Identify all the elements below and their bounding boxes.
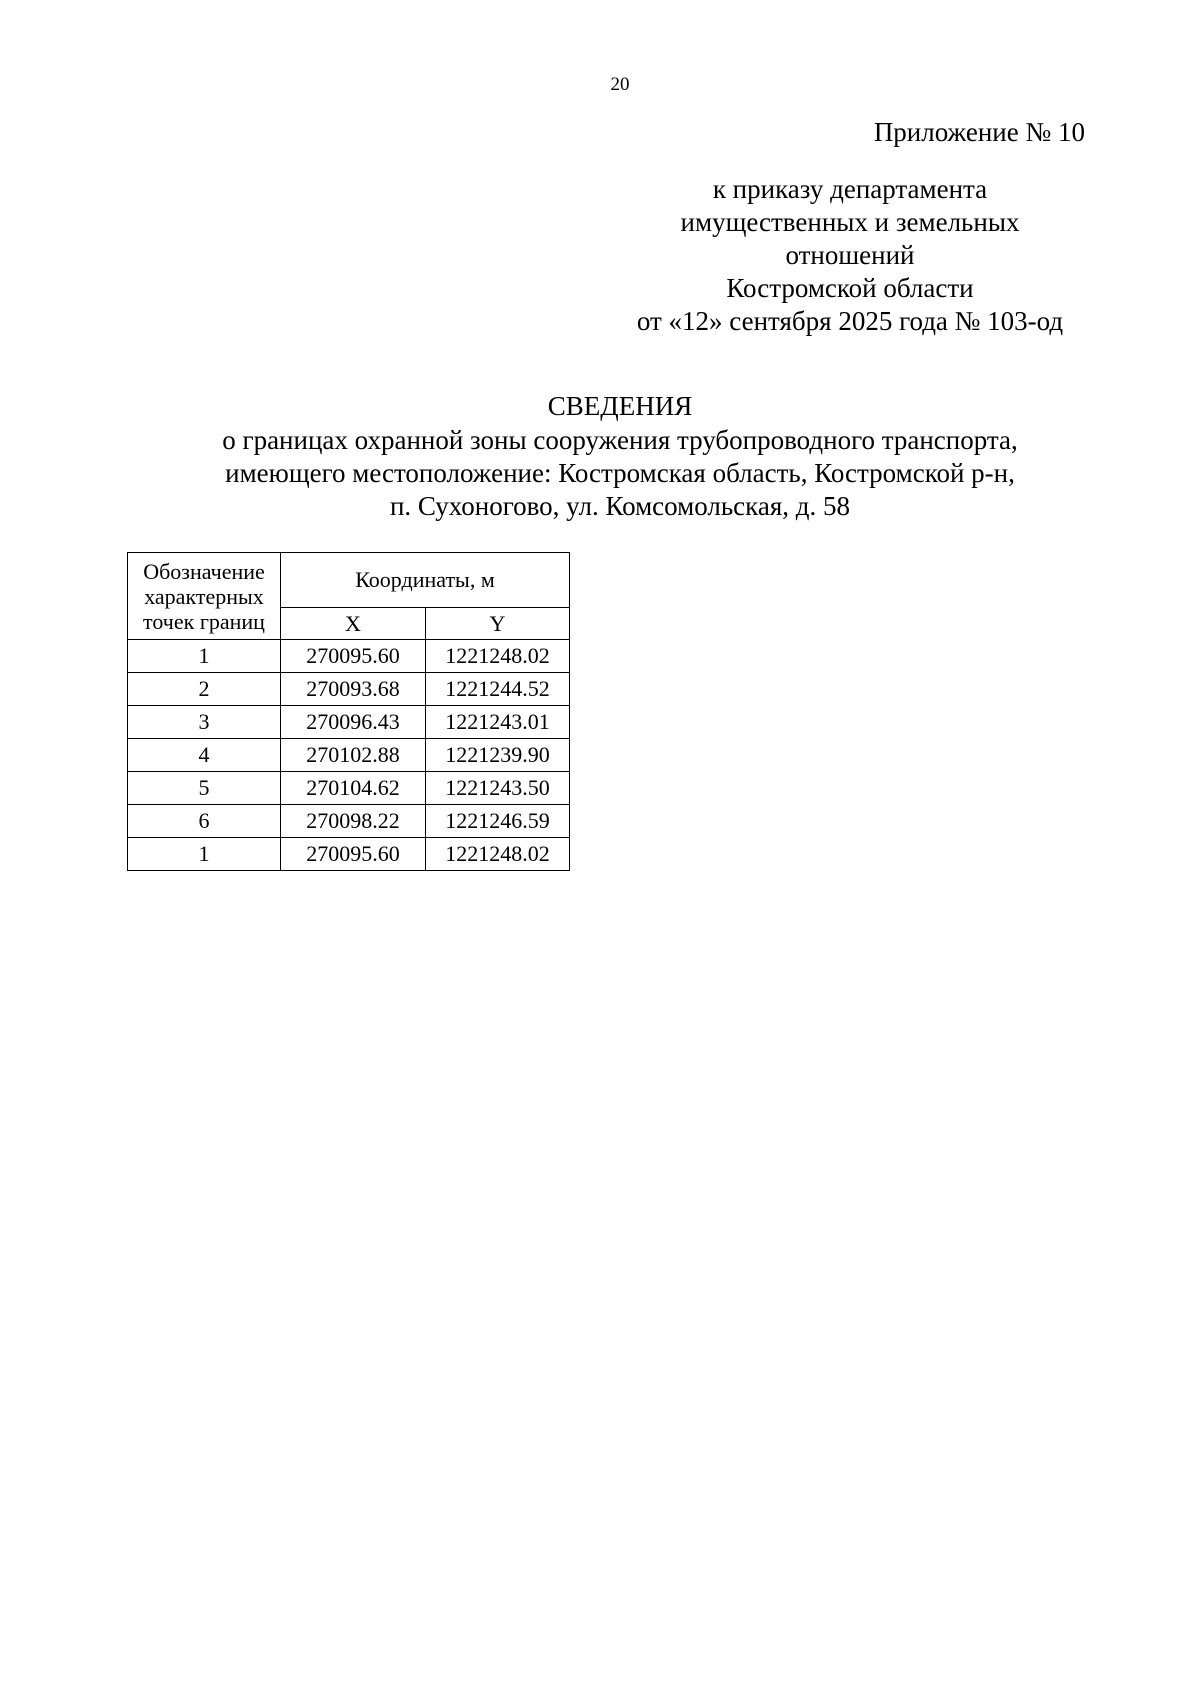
table-row [128, 805, 570, 838]
x-cell: 270095.60 [281, 838, 426, 871]
x-cell: 270104.62 [281, 772, 426, 805]
subheading-line: имеющего местоположение: Костромская область, Костромской р-н, [225, 458, 1015, 488]
x-cell: 270102.88 [281, 739, 426, 772]
y-cell: 1221248.02 [426, 838, 570, 871]
order-line: отношений [785, 240, 915, 270]
point-header-line: точек границ [143, 608, 265, 634]
document-subheading [100, 424, 1140, 523]
point-column-header [128, 553, 281, 640]
point-cell: 4 [128, 739, 281, 772]
y-cell: 1221243.01 [426, 706, 570, 739]
x-cell: 270096.43 [281, 706, 426, 739]
order-line: от «12» сентября 2025 года № 103-од [636, 306, 1064, 336]
order-line: Костромской области [726, 273, 974, 303]
point-cell: 1 [128, 838, 281, 871]
table-row [128, 706, 570, 739]
table-row [128, 838, 570, 871]
coordinates-header: Координаты, м [281, 553, 570, 608]
subheading-line: п. Сухоногово, ул. Комсомольская, д. 58 [389, 491, 850, 521]
x-cell: 270095.60 [281, 640, 426, 673]
table-row [128, 640, 570, 673]
document-heading: СВЕДЕНИЯ [547, 391, 693, 421]
y-cell: 1221248.02 [426, 640, 570, 673]
x-cell: 270098.22 [281, 805, 426, 838]
table-row [128, 772, 570, 805]
order-line: к приказу департамента [712, 174, 988, 204]
y-cell: 1221239.90 [426, 739, 570, 772]
point-cell: 5 [128, 772, 281, 805]
y-cell: 1221244.52 [426, 673, 570, 706]
point-header-line: Обозначение [143, 558, 265, 584]
point-header-line: характерных [144, 583, 264, 609]
point-cell: 3 [128, 706, 281, 739]
table-row [128, 739, 570, 772]
x-column-header: X [281, 608, 426, 640]
appendix-title: Приложение № 10 [873, 117, 1085, 147]
table-row [128, 673, 570, 706]
order-line: имущественных и земельных [680, 207, 1020, 237]
page-number: 20 [610, 74, 630, 95]
point-cell: 6 [128, 805, 281, 838]
subheading-line: о границах охранной зоны сооружения трубопроводного транспорта, [222, 425, 1018, 455]
y-column-header: Y [426, 608, 570, 640]
point-cell: 2 [128, 673, 281, 706]
point-cell: 1 [128, 640, 281, 673]
x-cell: 270093.68 [281, 673, 426, 706]
order-reference [600, 173, 1100, 338]
coordinates-table [127, 552, 570, 871]
y-cell: 1221243.50 [426, 772, 570, 805]
y-cell: 1221246.59 [426, 805, 570, 838]
